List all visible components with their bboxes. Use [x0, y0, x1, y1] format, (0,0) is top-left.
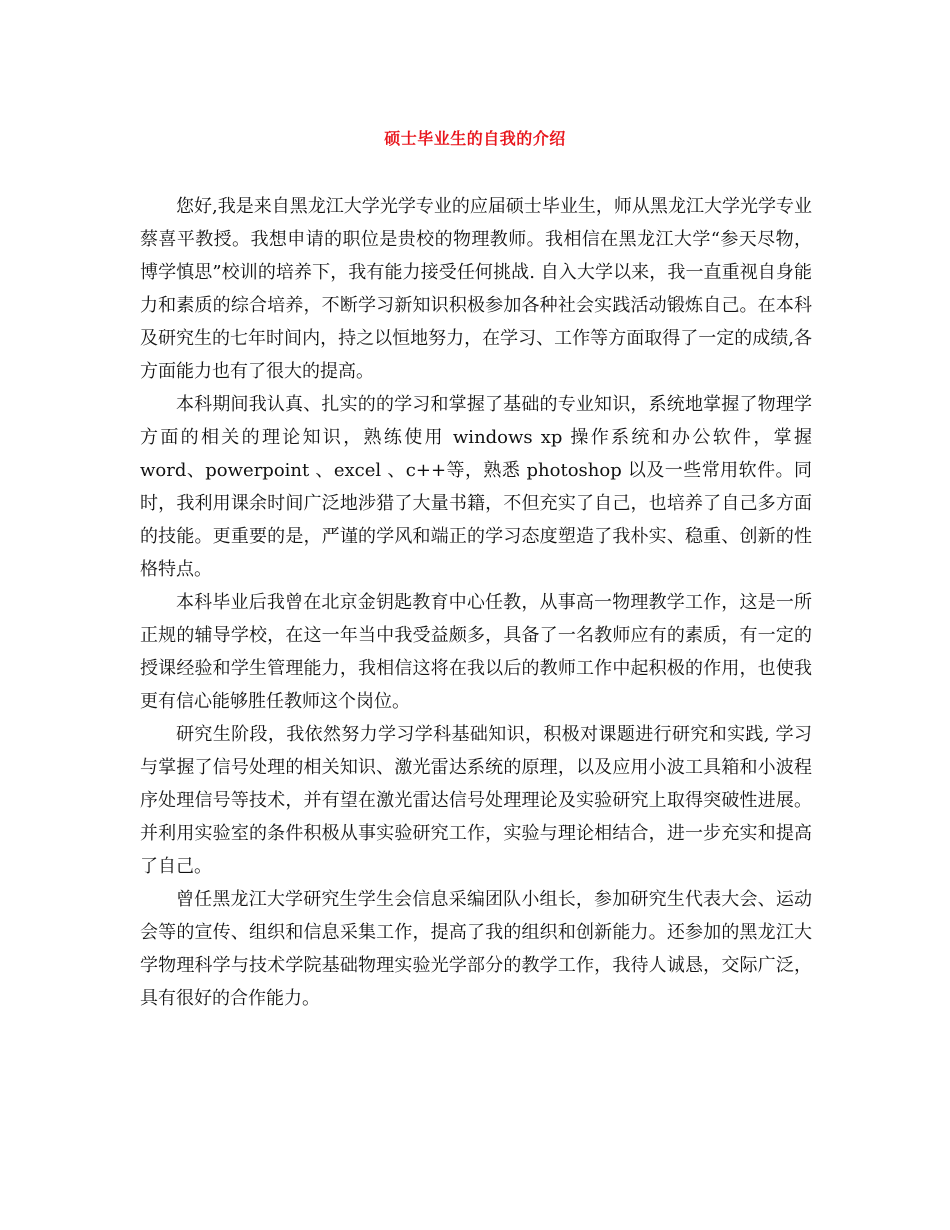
- document-title: 硕士毕业生的自我的介绍: [384, 129, 566, 148]
- paragraph-2: 本科期间我认真、扎实的的学习和掌握了基础的专业知识，系统地掌握了物理学方面的相关的理论知识，熟练使用 windows xp 操作系统和办公软件，掌握 word、powerpoint 、excel 、c++等，熟悉 photoshop 以及一些常用软件。同时，我利用课余时间广泛地涉猎了大量书籍，不但充实了自己，也培养了自己多方面的技能。更重要的是，严谨的学风和端正的学习态度塑造了我朴实、稳重、创新的性格特点。: [140, 394, 812, 580]
- document-body: [140, 190, 812, 1015]
- paragraph-5: 曾任黑龙江大学研究生学生会信息采编团队小组长，参加研究生代表大会、运动会等的宣传、组织和信息采集工作，提高了我的组织和创新能力。还参加的黑龙江大学物理科学与技术学院基础物理实验光学部分的教学工作，我待人诚恳，交际广泛，具有很好的合作能力。: [140, 889, 812, 1009]
- paragraph-4: 研究生阶段，我依然努力学习学科基础知识，积极对课题进行研究和实践, 学习与掌握了信号处理的相关知识、激光雷达系统的原理，以及应用小波工具箱和小波程序处理信号等技术，并有望在激光雷达信号处理理论及实验研究上取得突破性进展。并利用实验室的条件积极从事实验研究工作，实验与理论相结合，进一步充实和提高了自己。: [140, 724, 812, 877]
- paragraph-1: 您好,我是来自黑龙江大学光学专业的应届硕士毕业生，师从黑龙江大学光学专业蔡喜平教授。我想申请的职位是贵校的物理教师。我相信在黑龙江大学“参天尽物，博学慎思”校训的培养下，我有能力接受任何挑战. 自入大学以来，我一直重视自身能力和素质的综合培养，不断学习新知识积极参加各种社会实践活动锻炼自己。在本科及研究生的七年时间内，持之以恒地努力，在学习、工作等方面取得了一定的成绩,各方面能力也有了很大的提高。: [140, 196, 812, 382]
- paragraph-3: 本科毕业后我曾在北京金钥匙教育中心任教，从事高一物理教学工作，这是一所正规的辅导学校，在这一年当中我受益颇多，具备了一名教师应有的素质，有一定的授课经验和学生管理能力，我相信这将在我以后的教师工作中起积极的作用，也使我更有信心能够胜任教师这个岗位。: [140, 592, 812, 712]
